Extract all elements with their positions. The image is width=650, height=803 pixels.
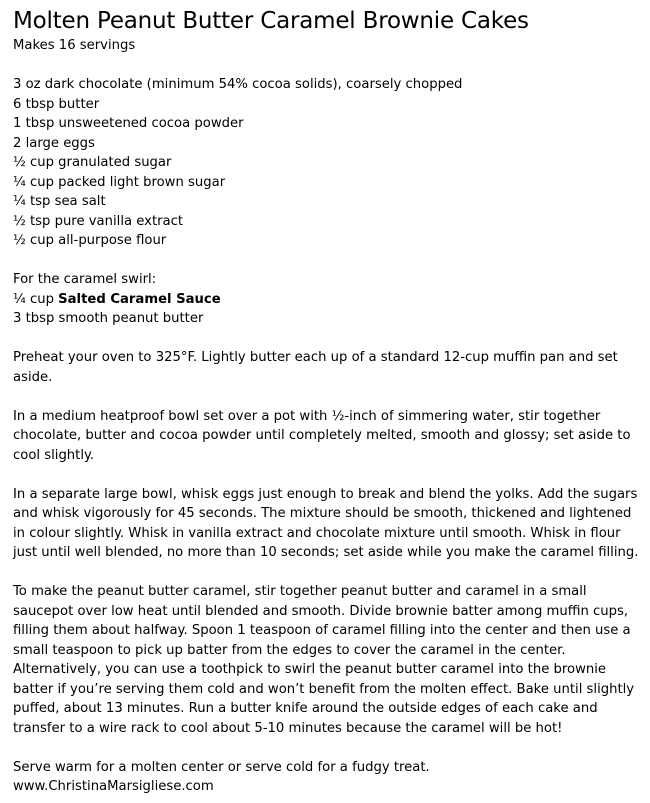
- ingredient: ¼ cup packed light brown sugar: [13, 174, 226, 190]
- ingredient: 3 oz dark chocolate (minimum 54% cocoa solids), coarsely chopped: [13, 77, 463, 92]
- recipe-title: Molten Peanut Butter Caramel Brownie Cakes: [13, 8, 529, 34]
- caramel-sauce-ingredient: [13, 290, 640, 310]
- ingredient: ¼ tsp sea salt: [13, 194, 106, 209]
- spacer: [13, 465, 640, 485]
- ingredient: 1 tbsp unsweetened cocoa powder: [13, 116, 244, 131]
- serve-note: Serve warm for a molten center or serve cold for a fudgy treat.: [13, 759, 430, 775]
- website-url: www.ChristinaMarsigliese.com: [13, 779, 214, 794]
- step-whisk-eggs: In a separate large bowl, whisk eggs just enough to break and blend the yolks. Add the sugars and whisk vigorously for 45 seconds. The mixture should be smooth, thickened and lightened in colour slightly. Whisk in vanilla extract and chocolate mixture until smooth. Whisk in flour just until well blended, no more than 10 seconds; set aside while you make the caramel filling.: [13, 486, 639, 560]
- step-caramel-bake: To make the peanut butter caramel, stir together peanut butter and caramel in a small saucepot over low heat until blended and smooth. Divide brownie batter among muffin cups, filling them about halfway. Spoon 1 teaspoon of caramel filling into the center and then use a small teaspoon to pick up batter from the edges to cover the caramel in the center. Alternatively, you can use a toothpick to swirl the peanut butter caramel into the brownie batter if you’re serving them cold and won’t benefit from the molten effect. Bake until slightly puffed, about 13 minutes. Run a butter knife around the outside edges of each cake and transfer to a wire rack to cool about 5-10 minutes because the caramel will be hot!: [13, 584, 635, 736]
- step-preheat: Preheat your oven to 325°F. Lightly butter each up of a standard 12-cup muffin pan and set aside.: [13, 350, 618, 385]
- caramel-swirl-section: [13, 270, 640, 329]
- peanut-butter-ingredient: 3 tbsp smooth peanut butter: [13, 311, 204, 326]
- ingredients-list: [13, 75, 640, 251]
- caramel-sauce-name: Salted Caramel Sauce: [58, 291, 221, 307]
- recipe-body: [13, 36, 640, 797]
- spacer: [13, 329, 640, 349]
- ingredient: 6 tbsp butter: [13, 96, 100, 112]
- ingredient: ½ cup all-purpose flour: [13, 233, 167, 248]
- spacer: [13, 563, 640, 583]
- caramel-heading: For the caramel swirl:: [13, 272, 157, 287]
- spacer: [13, 56, 640, 76]
- ingredient: 2 large eggs: [13, 135, 95, 151]
- step-melt-chocolate: In a medium heatproof bowl set over a pot with ½-inch of simmering water, stir together chocolate, butter and cocoa powder until completely melted, smooth and glossy; set aside to cool slightly.: [13, 408, 631, 463]
- ingredient: ½ tsp pure vanilla extract: [13, 213, 184, 229]
- spacer: [13, 738, 640, 758]
- ingredient: ½ cup granulated sugar: [13, 155, 172, 170]
- caramel-sauce-qty: ¼ cup: [13, 291, 59, 307]
- spacer: [13, 251, 640, 271]
- servings: Makes 16 servings: [13, 38, 136, 53]
- spacer: [13, 387, 640, 407]
